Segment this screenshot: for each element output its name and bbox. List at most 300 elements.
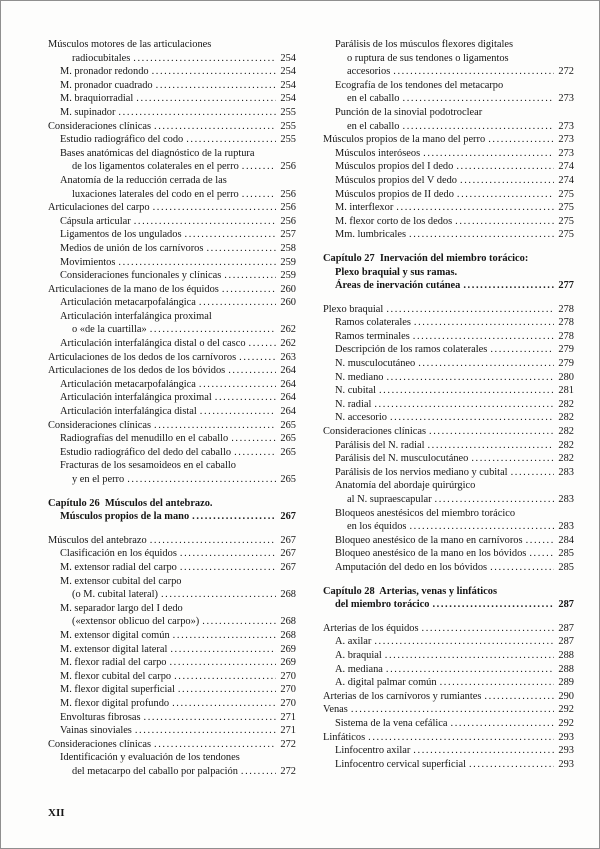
toc-line — [323, 731, 574, 745]
toc-entry-text: Clasificación en los équidos — [60, 548, 177, 560]
dot-leader — [429, 425, 554, 439]
toc-page-number: 269 — [280, 643, 296, 655]
toc-entry-text: M. separador largo del I dedo — [60, 602, 183, 614]
toc-line — [48, 711, 296, 725]
toc-entry-text: N. musculocutáneo — [335, 358, 416, 370]
toc-entry — [323, 622, 574, 636]
toc-entry-text: Sistema de la vena cefálica — [335, 717, 448, 729]
toc-entry-text: Fracturas de los sesamoideos en el caballo — [60, 460, 237, 472]
toc-entry-text: Ramos colaterales — [335, 317, 411, 329]
toc-page-number: 270 — [280, 670, 296, 682]
dot-leader — [174, 670, 276, 684]
toc-entry — [48, 602, 296, 629]
toc-entry — [323, 717, 574, 731]
toc-page-number: 279 — [558, 358, 574, 370]
dot-leader — [422, 622, 555, 636]
toc-entry-text: Articulación interfalángica distal o del casco — [60, 338, 246, 350]
toc-entry — [48, 670, 296, 684]
toc-entry-text: Arterias de los équidos — [323, 622, 419, 634]
toc-line — [48, 765, 296, 779]
toc-entry — [323, 635, 574, 649]
toc-page-number: 264 — [280, 365, 296, 377]
toc-entry — [323, 479, 574, 506]
toc-line — [48, 575, 296, 589]
toc-entry-text: Capítulo 28 Arterias, venas y linfáticos — [323, 585, 498, 597]
toc-line — [323, 690, 574, 704]
toc-line — [48, 133, 296, 147]
toc-entry — [323, 106, 574, 133]
dot-leader — [511, 466, 555, 480]
toc-entry-text: N. cubital — [335, 385, 376, 397]
toc-line — [48, 160, 296, 174]
toc-entry-text: Articulación metacarpofalángica — [60, 378, 196, 390]
toc-entry — [48, 724, 296, 738]
toc-line — [48, 446, 296, 460]
toc-line — [48, 378, 296, 392]
toc-page-number: 287 — [558, 599, 574, 611]
toc-entry-text: («extensor oblicuo del carpo») — [72, 616, 200, 628]
toc-line — [323, 279, 574, 293]
toc-entry — [48, 351, 296, 365]
toc-entry-text: Bloqueo anestésico de la mano en carnívoros — [335, 534, 523, 546]
toc-entry-text: Articulación interfalángica distal — [60, 406, 197, 418]
toc-page-number: 256 — [280, 215, 296, 227]
toc-entry-text: Áreas de inervación cutánea — [335, 280, 461, 292]
toc-entry — [323, 744, 574, 758]
dot-leader — [471, 452, 554, 466]
toc-page-number: 264 — [280, 406, 296, 418]
toc-entry-text: o «de la cuartilla» — [72, 324, 147, 336]
toc-line — [48, 473, 296, 487]
toc-entry — [48, 697, 296, 711]
toc-page-number: 264 — [280, 378, 296, 390]
toc-line — [323, 663, 574, 677]
toc-entry — [48, 283, 296, 297]
toc-entry — [323, 201, 574, 215]
toc-line — [323, 507, 574, 521]
toc-entry-text: (o M. cubital lateral) — [72, 589, 158, 601]
dot-leader — [403, 120, 555, 134]
toc-entry-text: Músculos interóseos — [335, 147, 421, 159]
toc-entry-text: Consideraciones funcionales y clínicas — [60, 270, 222, 282]
toc-entry-text: Consideraciones clínicas — [48, 120, 152, 132]
toc-entry — [48, 310, 296, 337]
toc-entry — [323, 330, 574, 344]
dot-leader — [215, 391, 277, 405]
toc-line — [323, 384, 574, 398]
toc-line — [48, 106, 296, 120]
toc-entry-text: M. flexor digital profundo — [60, 697, 170, 709]
toc-page-number: 267 — [280, 548, 296, 560]
toc-line — [323, 133, 574, 147]
dot-leader — [144, 711, 277, 725]
toc-line — [323, 147, 574, 161]
dot-leader — [374, 398, 554, 412]
toc-line — [323, 676, 574, 690]
toc-entry-text: Ramos terminales — [335, 330, 410, 342]
toc-entry-text: Anatomía de la reducción cerrada de las — [60, 174, 227, 186]
toc-entry — [48, 751, 296, 778]
dot-leader — [170, 643, 276, 657]
toc-page-number: 268 — [280, 616, 296, 628]
toc-entry — [323, 425, 574, 439]
toc-line — [323, 92, 574, 106]
toc-entry-text: Identificación y evaluación de los tendones — [60, 752, 240, 764]
toc-page-number: 254 — [280, 93, 296, 105]
toc-line — [48, 459, 296, 473]
toc-entry — [48, 711, 296, 725]
toc-entry — [48, 215, 296, 229]
toc-line — [48, 561, 296, 575]
dot-leader — [440, 676, 555, 690]
toc-page-number: 270 — [280, 697, 296, 709]
toc-entry — [323, 384, 574, 398]
toc-entry-text: M. extensor digital común — [60, 629, 170, 641]
dot-leader — [386, 303, 554, 317]
dot-leader — [432, 598, 554, 612]
toc-entry-text: Capítulo 26 Músculos del antebrazo. — [48, 497, 213, 509]
dot-leader — [199, 378, 277, 392]
toc-line — [48, 174, 296, 188]
toc-entry — [48, 147, 296, 174]
dot-leader — [136, 92, 276, 106]
dot-leader — [154, 120, 276, 134]
toc-page-number: 293 — [558, 758, 574, 770]
toc-page-number: 273 — [558, 134, 574, 146]
toc-page-number: 265 — [280, 433, 296, 445]
toc-page-number: 278 — [558, 317, 574, 329]
toc-entry-text: Amputación del dedo en los bóvidos — [335, 561, 488, 573]
toc-entry — [323, 663, 574, 677]
dot-leader — [234, 446, 276, 460]
dot-leader — [393, 65, 554, 79]
toc-entry-text: M. braquiorradial — [60, 93, 134, 105]
dot-leader — [386, 663, 555, 677]
toc-line — [323, 439, 574, 453]
toc-entry — [323, 398, 574, 412]
toc-entry — [323, 371, 574, 385]
dot-leader — [490, 561, 554, 575]
dot-leader — [409, 228, 554, 242]
toc-line — [48, 547, 296, 561]
dot-leader — [469, 758, 554, 772]
toc-page-number: 254 — [280, 52, 296, 64]
toc-line — [48, 188, 296, 202]
toc-line — [48, 419, 296, 433]
toc-entry-text: y en el perro — [72, 474, 125, 485]
toc-entry — [48, 38, 296, 65]
toc-page-number: 269 — [280, 657, 296, 669]
toc-line — [323, 635, 574, 649]
toc-page-number: 271 — [280, 711, 296, 723]
toc-entry — [48, 269, 296, 283]
toc-entry-text: Mm. lumbricales — [335, 229, 406, 241]
toc-entry — [48, 92, 296, 106]
toc-entry-text: M. flexor radial del carpo — [60, 657, 167, 669]
toc-line — [48, 351, 296, 365]
toc-line — [323, 174, 574, 188]
toc-page-number: 274 — [558, 174, 574, 186]
toc-line — [48, 92, 296, 106]
toc-entry-text: Músculos motores de las articulaciones — [48, 39, 212, 50]
toc-entry — [48, 65, 296, 79]
toc-line — [323, 493, 574, 507]
toc-page-number: 271 — [280, 725, 296, 737]
toc-entry-text: Envolturas fibrosas — [60, 711, 141, 723]
toc-entry-text: de los ligamentos colaterales en el perro — [72, 161, 239, 173]
toc-page-number: 254 — [280, 79, 296, 91]
toc-entry — [48, 459, 296, 486]
toc-page-number: 259 — [280, 270, 296, 282]
toc-page-number: 254 — [280, 66, 296, 78]
dot-leader — [202, 615, 276, 629]
toc-line — [323, 266, 574, 280]
toc-line — [48, 656, 296, 670]
toc-line — [323, 411, 574, 425]
toc-entry — [323, 731, 574, 745]
toc-page-number: 260 — [280, 283, 296, 295]
toc-entry-text: Radiografías del menudillo en el caballo — [60, 433, 229, 445]
toc-entry-text: Articulación metacarpofalángica — [60, 297, 196, 309]
toc-line — [323, 371, 574, 385]
toc-page-number: 287 — [558, 636, 574, 648]
toc-entry-text: Estudio radiográfico del codo — [60, 134, 184, 146]
toc-entry-text: N. mediano — [335, 371, 384, 383]
dot-leader — [418, 357, 554, 371]
dot-leader — [242, 188, 277, 202]
toc-entry-text: Músculos propios de la mano — [60, 511, 190, 523]
toc-entry-text: M. flexor cubital del carpo — [60, 670, 172, 682]
toc-page-number: 262 — [280, 324, 296, 336]
toc-entry-text: M. supinador — [60, 106, 116, 118]
toc-line — [323, 343, 574, 357]
toc-entry-text: Músculos del antebrazo — [48, 534, 147, 546]
toc-line — [48, 38, 296, 52]
toc-entry-text: N. accesorio — [335, 412, 387, 424]
toc-line — [323, 585, 574, 599]
dot-leader — [206, 242, 276, 256]
toc-column-right — [323, 38, 574, 778]
toc-line — [48, 296, 296, 310]
toc-page-number: 256 — [280, 161, 296, 173]
toc-page-number: 280 — [558, 371, 574, 383]
toc-entry-text: Músculos propios del V dedo — [335, 174, 457, 186]
dot-leader — [368, 731, 554, 745]
toc-page-number: 282 — [558, 398, 574, 410]
footer-page-number: XII — [48, 807, 65, 819]
toc-page-number: 265 — [280, 419, 296, 431]
toc-entry — [48, 364, 296, 378]
toc-entry-text: A. mediana — [335, 663, 383, 675]
dot-leader — [457, 188, 555, 202]
toc-entry — [48, 242, 296, 256]
toc-entry-text: Articulaciones de los dedos de los carnívoros — [48, 351, 237, 363]
toc-entry-text: Músculos propios de la mano del perro — [323, 134, 486, 146]
toc-chapter-entry — [323, 252, 574, 293]
toc-page-number: 275 — [558, 188, 574, 200]
toc-page-number: 268 — [280, 589, 296, 601]
toc-entry — [323, 316, 574, 330]
toc-page-number: 272 — [280, 765, 296, 777]
toc-entry — [48, 656, 296, 670]
dot-leader — [231, 432, 276, 446]
toc-entry-text: en el caballo — [347, 120, 400, 132]
toc-entry — [323, 547, 574, 561]
toc-page-number: 283 — [558, 494, 574, 505]
dot-leader — [186, 133, 276, 147]
toc-entry — [323, 174, 574, 188]
toc-line — [48, 228, 296, 242]
dot-leader — [172, 697, 276, 711]
toc-page-number: 283 — [558, 466, 574, 478]
dot-leader — [200, 405, 277, 419]
toc-entry-text: M. pronador redondo — [60, 66, 149, 78]
dot-leader — [413, 744, 554, 758]
toc-entry — [323, 188, 574, 202]
toc-line — [48, 405, 296, 419]
toc-page-number: 275 — [558, 202, 574, 214]
toc-line — [48, 670, 296, 684]
toc-line — [48, 201, 296, 215]
dot-leader — [414, 316, 555, 330]
toc-entry-text: Arterias de los carnívoros y rumiantes — [323, 690, 482, 702]
toc-line — [48, 364, 296, 378]
toc-page-number: 260 — [280, 297, 296, 309]
toc-entry — [323, 147, 574, 161]
toc-entry-text: A. digital palmar común — [335, 677, 437, 689]
dot-leader — [423, 147, 554, 161]
toc-line — [48, 724, 296, 738]
toc-line — [323, 357, 574, 371]
toc-line — [323, 106, 574, 120]
dot-leader — [386, 371, 554, 385]
toc-line — [48, 256, 296, 270]
toc-page-number: 267 — [280, 511, 296, 523]
dot-leader — [374, 635, 554, 649]
toc-line — [48, 391, 296, 405]
toc-line — [323, 330, 574, 344]
toc-entry-text: accesorios — [347, 66, 391, 78]
toc-entry — [323, 649, 574, 663]
toc-page-number: 257 — [280, 229, 296, 241]
toc-entry — [323, 561, 574, 575]
toc-entry-text: en el caballo — [347, 93, 400, 105]
toc-page-number: 289 — [558, 677, 574, 689]
dot-leader — [178, 683, 277, 697]
toc-entry-text: M. flexor corto de los dedos — [335, 215, 453, 227]
dot-leader — [460, 174, 554, 188]
toc-line — [323, 717, 574, 731]
toc-entry-text: Bloqueo anestésico de la mano en los bóvidos — [335, 548, 527, 560]
dot-leader — [222, 283, 277, 297]
toc-entry-text: Medios de unión de los carnívoros — [60, 242, 204, 254]
toc-page-number: 272 — [558, 66, 574, 78]
dot-leader — [135, 724, 277, 738]
toc-entry — [323, 38, 574, 79]
dot-leader — [451, 717, 555, 731]
toc-line — [48, 615, 296, 629]
dot-leader — [249, 337, 277, 351]
toc-entry — [323, 411, 574, 425]
dot-leader — [435, 493, 555, 507]
dot-leader — [403, 92, 555, 106]
toc-line — [48, 751, 296, 765]
toc-columns — [1, 1, 599, 778]
toc-line — [323, 758, 574, 772]
toc-line — [323, 703, 574, 717]
toc-column-left — [48, 38, 296, 778]
toc-entry-text: Cápsula articular — [60, 215, 131, 227]
toc-page-number: 277 — [558, 280, 574, 292]
toc-entry-text: luxaciones laterales del codo en el perro — [72, 188, 239, 200]
toc-entry — [323, 79, 574, 106]
toc-entry-text: del metacarpo del caballo por palpación — [72, 765, 238, 777]
toc-entry — [323, 439, 574, 453]
toc-page-number: 293 — [558, 745, 574, 757]
toc-line — [48, 65, 296, 79]
toc-line — [48, 79, 296, 93]
toc-page-number: 255 — [280, 120, 296, 132]
toc-entry-text: Descripción de los ramos colaterales — [335, 344, 488, 356]
toc-entry — [48, 256, 296, 270]
toc-page-number: 268 — [280, 629, 296, 641]
toc-page-number: 278 — [558, 303, 574, 315]
toc-page-number: 282 — [558, 439, 574, 451]
toc-line — [48, 588, 296, 602]
toc-page-number: 282 — [558, 426, 574, 438]
toc-entry-text: M. flexor digital superficial — [60, 684, 175, 696]
toc-entry-text: Articulaciones del carpo — [48, 202, 150, 214]
dot-leader — [161, 588, 276, 602]
toc-entry-text: o ruptura de sus tendones o ligamentos — [347, 52, 509, 64]
toc-entry — [48, 201, 296, 215]
toc-entry — [48, 629, 296, 643]
toc-page-number: 285 — [558, 561, 574, 573]
toc-line — [48, 432, 296, 446]
toc-line — [323, 79, 574, 93]
dot-leader — [390, 411, 554, 425]
toc-line — [48, 534, 296, 548]
toc-entry — [48, 378, 296, 392]
toc-entry-text: Parálisis del N. musculocutáneo — [335, 453, 469, 465]
toc-entry-text: Consideraciones clínicas — [48, 738, 152, 750]
toc-line — [323, 38, 574, 52]
toc-page-number: 288 — [558, 663, 574, 675]
toc-line — [323, 215, 574, 229]
toc-entry-text: M. extensor radial del carpo — [60, 561, 177, 573]
toc-line — [323, 520, 574, 534]
toc-entry — [48, 79, 296, 93]
toc-page-number: 255 — [280, 134, 296, 146]
dot-leader — [185, 228, 277, 242]
dot-leader — [169, 656, 276, 670]
toc-entry — [323, 703, 574, 717]
toc-line — [323, 303, 574, 317]
toc-page-number: 256 — [280, 188, 296, 200]
toc-entry-text: del miembro torácico — [335, 599, 430, 611]
toc-page-number: 265 — [280, 446, 296, 458]
dot-leader — [529, 547, 554, 561]
toc-entry — [323, 215, 574, 229]
toc-entry-text: Bases anatómicas del diagnóstico de la ruptura — [60, 147, 255, 159]
toc-entry-text: Articulaciones de la mano de los équidos — [48, 283, 219, 295]
toc-line — [48, 323, 296, 337]
toc-page-number: 292 — [558, 704, 574, 716]
toc-entry — [323, 303, 574, 317]
dot-leader — [242, 160, 277, 174]
toc-entry-text: Linfocentro axilar — [335, 745, 411, 757]
toc-entry-text: Estudio radiográfico del dedo del caballo — [60, 446, 232, 458]
